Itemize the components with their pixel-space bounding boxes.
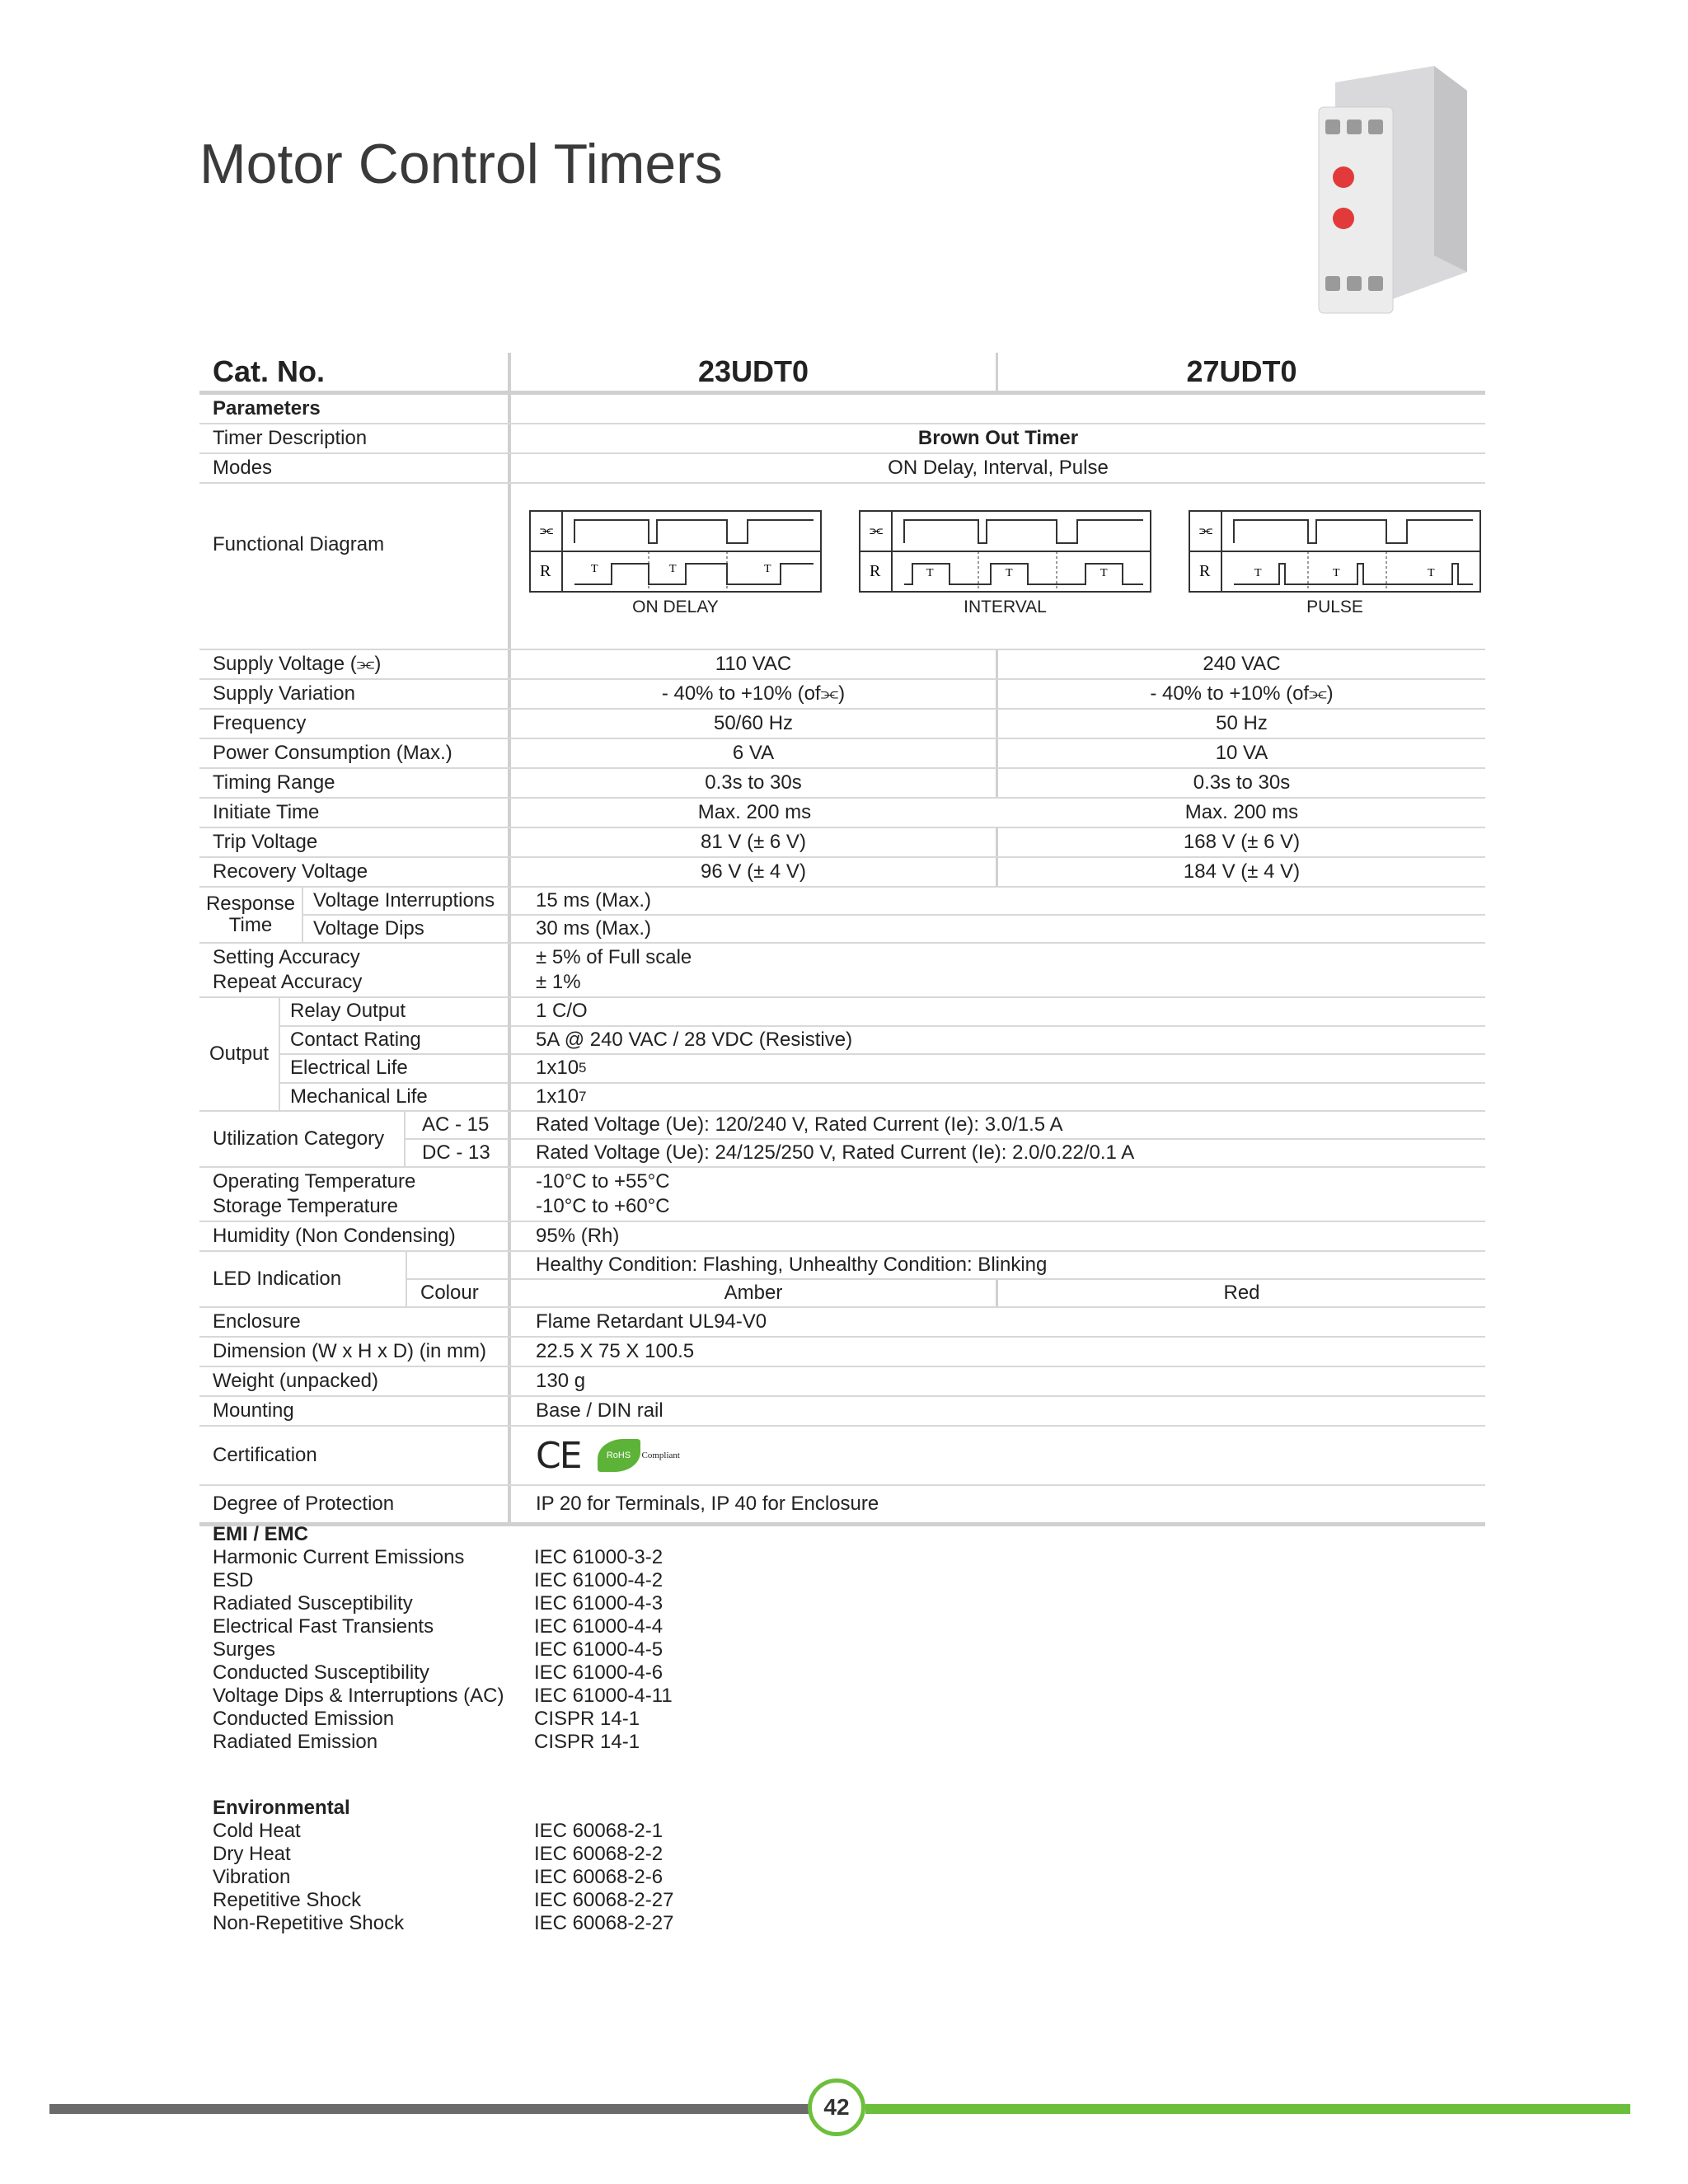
utilization-category-label: Utilization Category: [199, 1112, 406, 1166]
initiate-time-a: Max. 200 ms: [697, 801, 812, 823]
list-item-label: ESD: [213, 1569, 254, 1591]
modes-row: [199, 454, 1485, 484]
power-consumption-a: 6 VA: [511, 739, 998, 767]
list-item-label: Surges: [213, 1638, 276, 1661]
list-item-label: Non-Repetitive Shock: [213, 1912, 405, 1934]
parameters-row: [199, 395, 1485, 424]
supply-voltage-label: Supply Voltage (⫘): [199, 650, 511, 678]
mounting-row: [199, 1397, 1485, 1427]
list-item-label: Repetitive Shock: [213, 1889, 362, 1911]
output-group: [199, 998, 1485, 1112]
timer-description-label: Timer Description: [199, 424, 511, 452]
list-item-standard: IEC 61000-4-6: [534, 1661, 663, 1684]
env-heading: Environmental: [213, 1797, 350, 1819]
contact-rating-value: 5A @ 240 VAC / 28 VDC (Resistive): [511, 1027, 1485, 1056]
recovery-voltage-row: [199, 858, 1485, 888]
humidity-row: [199, 1222, 1485, 1252]
list-item: [213, 1638, 673, 1661]
timer-product-image: [1261, 58, 1492, 330]
ce-mark-icon: CE: [536, 1434, 581, 1477]
timer-description-row: [199, 424, 1485, 454]
humidity-label: Humidity (Non Condensing): [199, 1222, 511, 1250]
svg-text:T: T: [591, 563, 598, 575]
repeat-accuracy-value: ± 1%: [536, 971, 581, 993]
dimension-label: Dimension (W x H x D) (in mm): [199, 1338, 511, 1366]
cat-no-label: Cat. No.: [199, 353, 511, 391]
led-indication-label: LED Indication: [213, 1268, 342, 1290]
recovery-voltage-a: 96 V (± 4 V): [511, 858, 998, 886]
dimension-value: 22.5 X 75 X 100.5: [536, 1340, 695, 1362]
rohs-compliant-text: Compliant: [641, 1451, 680, 1460]
list-item: [213, 1615, 673, 1638]
list-item: [213, 1661, 673, 1685]
list-item-standard: IEC 61000-4-2: [534, 1569, 663, 1591]
svg-text:R: R: [1199, 562, 1211, 580]
list-item: [213, 1708, 673, 1731]
initiate-time-row: [199, 799, 1485, 828]
cat-27udt0: 27UDT0: [1186, 354, 1297, 388]
timer-description-value: Brown Out Timer: [917, 427, 1079, 449]
response-time-group: [199, 888, 1485, 944]
list-item: [213, 1912, 673, 1935]
relay-output-value: 1 C/O: [511, 998, 1485, 1027]
emi-emc-list: [213, 1523, 673, 1754]
ac15-label: AC - 15: [406, 1112, 508, 1140]
list-item-standard: IEC 60068-2-27: [534, 1889, 674, 1911]
led-colour-label: Colour: [406, 1280, 508, 1306]
page-number: 42: [808, 2079, 865, 2136]
ac15-value: Rated Voltage (Ue): 120/240 V, Rated Current (Ie): 3.0/1.5 A: [511, 1112, 1485, 1140]
weight-row: [199, 1367, 1485, 1397]
list-item: [213, 1569, 673, 1592]
cat-23udt0: 23UDT0: [511, 353, 998, 391]
list-item-label: Vibration: [213, 1866, 291, 1888]
list-item: [213, 1546, 673, 1569]
humidity-value: 95% (Rh): [536, 1225, 620, 1247]
svg-text:T: T: [1254, 567, 1262, 579]
diagram-caption-pulse: PULSE: [1306, 598, 1363, 616]
modes-label: Modes: [199, 454, 511, 482]
initiate-time-b: Max. 200 ms: [1184, 801, 1299, 823]
svg-text:⫘: ⫘: [540, 522, 554, 539]
supply-variation-row: [199, 680, 1485, 710]
diag-r-label: R: [540, 562, 551, 580]
storage-temperature-value: -10°C to +60°C: [536, 1195, 670, 1217]
recovery-voltage-label: Recovery Voltage: [199, 858, 511, 886]
supply-variation-a: - 40% to +10% (of⫘): [511, 680, 998, 708]
mounting-label: Mounting: [199, 1397, 511, 1425]
list-item-standard: IEC 60068-2-2: [534, 1843, 663, 1865]
enclosure-value: Flame Retardant UL94-V0: [536, 1310, 767, 1333]
environmental-list: [213, 1797, 673, 1935]
list-item-label: Radiated Susceptibility: [213, 1592, 413, 1615]
dc13-value: Rated Voltage (Ue): 24/125/250 V, Rated Current (Ie): 2.0/0.22/0.1 A: [536, 1141, 1135, 1164]
dc13-label: DC - 13: [422, 1141, 490, 1164]
emi-heading: EMI / EMC: [213, 1523, 309, 1545]
modes-value: ON Delay, Interval, Pulse: [888, 457, 1109, 479]
trip-voltage-row: [199, 828, 1485, 858]
diagram-on-delay: [529, 510, 822, 617]
diagram-caption-interval: INTERVAL: [964, 598, 1047, 616]
enclosure-label: Enclosure: [199, 1308, 511, 1336]
spec-table: [199, 353, 1485, 1526]
protection-row: [199, 1486, 1485, 1526]
supply-voltage-row: [199, 650, 1485, 680]
list-item-label: Electrical Fast Transients: [213, 1615, 434, 1638]
voltage-interruptions-label: Voltage Interruptions: [303, 888, 508, 916]
list-item-label: Harmonic Current Emissions: [213, 1546, 465, 1568]
enclosure-row: [199, 1308, 1485, 1338]
list-item-standard: CISPR 14-1: [534, 1731, 640, 1753]
list-item: [213, 1592, 673, 1615]
led-colour-b: Red: [1223, 1282, 1260, 1304]
diagram-interval: [859, 510, 1151, 617]
list-item: [213, 1889, 673, 1912]
pulse-waveform: [1189, 510, 1481, 593]
functional-diagrams: [511, 484, 1485, 649]
relay-output-label: Relay Output: [280, 998, 508, 1027]
interval-waveform: [859, 510, 1151, 593]
list-item: [213, 1685, 673, 1708]
list-item-standard: IEC 61000-4-5: [534, 1638, 663, 1661]
supply-variation-label: Supply Variation: [199, 680, 511, 708]
list-item: [213, 1843, 673, 1866]
svg-text:⫘: ⫘: [870, 522, 884, 539]
electrical-life-value: 1x10 5: [511, 1055, 1485, 1084]
page-title: Motor Control Timers: [199, 133, 723, 195]
diagram-pulse: [1189, 510, 1481, 617]
setting-accuracy-value: ± 5% of Full scale: [536, 946, 692, 968]
frequency-row: [199, 710, 1485, 739]
list-item-label: Voltage Dips & Interruptions (AC): [213, 1685, 504, 1707]
supply-voltage-a: 110 VAC: [511, 650, 998, 678]
operating-temperature-label: Operating Temperature: [213, 1170, 416, 1193]
dimension-row: [199, 1338, 1485, 1367]
power-consumption-b: 10 VA: [1215, 742, 1268, 764]
functional-diagram-row: [199, 484, 1485, 650]
certification-label: Certification: [199, 1427, 511, 1484]
footer-bar-right: [865, 2104, 1630, 2114]
trip-voltage-b: 168 V (± 6 V): [1183, 831, 1301, 853]
list-item-standard: IEC 61000-4-11: [534, 1685, 673, 1707]
list-item-standard: IEC 60068-2-27: [534, 1912, 674, 1934]
svg-text:R: R: [870, 562, 881, 580]
parameters-label: Parameters: [199, 395, 511, 423]
power-consumption-label: Power Consumption (Max.): [199, 739, 511, 767]
timing-range-row: [199, 769, 1485, 799]
utilization-category-group: [199, 1112, 1485, 1168]
list-item: [213, 1820, 673, 1843]
setting-accuracy-label: Setting Accuracy: [213, 946, 360, 968]
supply-variation-b: - 40% to +10% (of⫘): [1150, 682, 1334, 705]
list-item-standard: IEC 61000-4-4: [534, 1615, 663, 1638]
svg-text:T: T: [669, 563, 677, 575]
list-item-standard: CISPR 14-1: [534, 1708, 640, 1730]
led-colour-a: Amber: [511, 1280, 998, 1306]
list-item: [213, 1866, 673, 1889]
list-item-label: Dry Heat: [213, 1843, 291, 1865]
on-delay-waveform: [529, 510, 822, 593]
accuracy-row: [199, 944, 1485, 998]
list-item-label: Cold Heat: [213, 1820, 301, 1842]
functional-diagram-label: Functional Diagram: [199, 484, 511, 649]
rohs-leaf-icon: RoHS: [598, 1439, 640, 1472]
diagram-caption-on-delay: ON DELAY: [632, 598, 719, 616]
recovery-voltage-b: 184 V (± 4 V): [1183, 860, 1301, 883]
protection-label: Degree of Protection: [199, 1486, 511, 1522]
mechanical-life-label: Mechanical Life: [290, 1085, 428, 1108]
list-item-label: Conducted Susceptibility: [213, 1661, 429, 1684]
output-label: Output: [199, 998, 280, 1110]
frequency-a: 50/60 Hz: [511, 710, 998, 738]
initiate-time-label: Initiate Time: [199, 799, 511, 827]
table-header-row: [199, 353, 1485, 395]
svg-text:T: T: [1428, 567, 1435, 579]
trip-voltage-a: 81 V (± 6 V): [511, 828, 998, 856]
led-indication-group: [199, 1252, 1485, 1308]
voltage-interruptions-value: 15 ms (Max.): [511, 888, 1485, 916]
svg-text:T: T: [926, 567, 934, 579]
list-item-label: Radiated Emission: [213, 1731, 378, 1753]
voltage-dips-label: Voltage Dips: [313, 917, 424, 940]
contact-rating-label: Contact Rating: [280, 1027, 508, 1056]
voltage-dips-value: 30 ms (Max.): [536, 917, 652, 940]
mechanical-life-value: 1x10 7: [536, 1085, 587, 1108]
power-consumption-row: [199, 739, 1485, 769]
list-item-label: Conducted Emission: [213, 1708, 395, 1730]
weight-label: Weight (unpacked): [199, 1367, 511, 1395]
svg-text:⫘: ⫘: [1199, 522, 1213, 539]
supply-voltage-b: 240 VAC: [1203, 653, 1281, 675]
storage-temperature-label: Storage Temperature: [213, 1195, 399, 1217]
svg-text:T: T: [764, 563, 771, 575]
rohs-compliant-icon: [598, 1439, 680, 1472]
svg-text:T: T: [1333, 567, 1340, 579]
frequency-b: 50 Hz: [1216, 712, 1268, 734]
list-item-standard: IEC 60068-2-6: [534, 1866, 663, 1888]
protection-value: IP 20 for Terminals, IP 40 for Enclosure: [536, 1493, 879, 1515]
operating-temperature-value: -10°C to +55°C: [536, 1170, 670, 1193]
list-item-standard: IEC 60068-2-1: [534, 1820, 663, 1842]
timing-range-a: 0.3s to 30s: [511, 769, 998, 797]
repeat-accuracy-label: Repeat Accuracy: [213, 971, 363, 993]
temperature-row: [199, 1168, 1485, 1222]
timing-range-b: 0.3s to 30s: [1193, 771, 1291, 794]
electrical-life-label: Electrical Life: [280, 1055, 508, 1084]
list-item-standard: IEC 61000-4-3: [534, 1592, 663, 1615]
list-item-standard: IEC 61000-3-2: [534, 1546, 663, 1568]
frequency-label: Frequency: [199, 710, 511, 738]
list-item: [213, 1731, 673, 1754]
svg-text:T: T: [1100, 567, 1108, 579]
weight-value: 130 g: [536, 1370, 586, 1392]
certification-row: [199, 1427, 1485, 1486]
footer-bar-left: [49, 2104, 816, 2114]
mounting-value: Base / DIN rail: [536, 1399, 663, 1422]
timing-range-label: Timing Range: [199, 769, 511, 797]
response-time-label: Response Time: [199, 888, 303, 942]
trip-voltage-label: Trip Voltage: [199, 828, 511, 856]
led-indication-value: Healthy Condition: Flashing, Unhealthy Condition: Blinking: [511, 1252, 1485, 1280]
svg-text:T: T: [1006, 567, 1013, 579]
